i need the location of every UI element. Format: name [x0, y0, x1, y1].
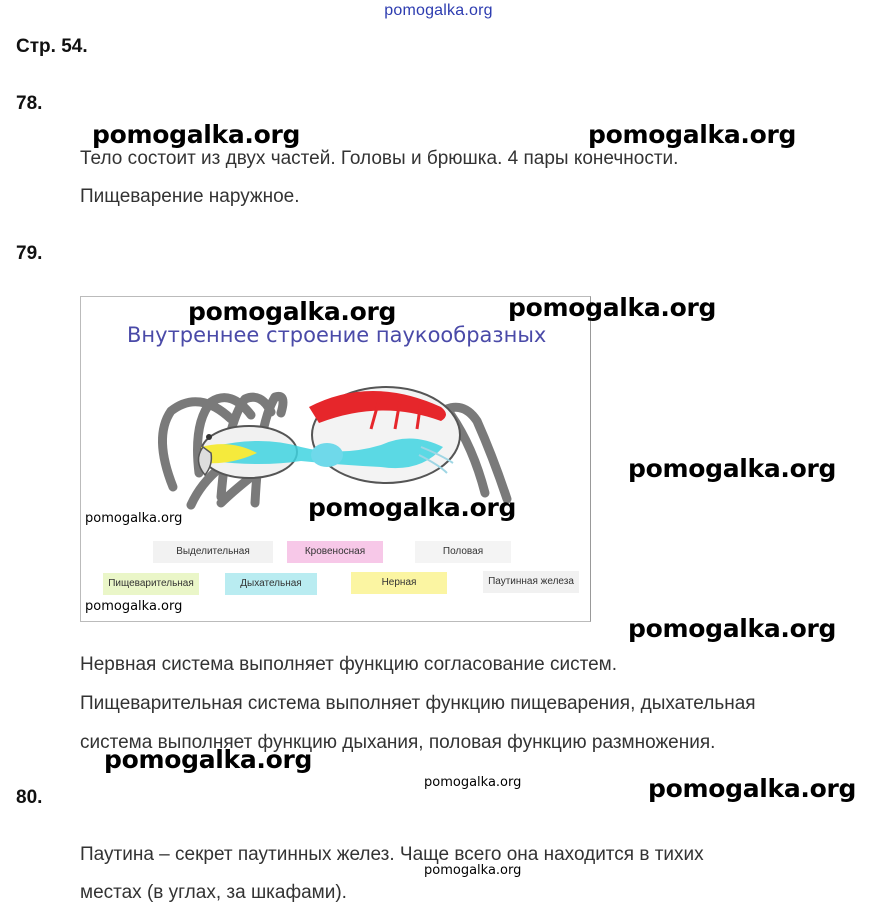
legend-circulatory: Кровеносная [287, 541, 383, 563]
task-number-80: 80. [16, 787, 43, 808]
task-80-line-2: местах (в углах, за шкафами). [80, 882, 347, 903]
page-label: Стр. 54. [16, 36, 88, 57]
task-80-line-1: Паутина – секрет паутинных желез. Чаще всего она находится в тихих [80, 844, 704, 865]
legend-nervous: Нерная [351, 572, 447, 594]
task-79-line-3: система выполняет функцию дыхания, половая функцию размножения. [80, 732, 716, 753]
task-number-79: 79. [16, 243, 43, 264]
task-79-line-2: Пищеварительная система выполняет функцию пищеварения, дыхательная [80, 693, 756, 714]
watermark: pomogalka.org [648, 774, 857, 803]
watermark: pomogalka.org [92, 120, 301, 149]
task-78-line-2: Пищеварение наружное. [80, 186, 300, 207]
watermark: pomogalka.org [104, 745, 313, 774]
watermark: pomogalka.org [424, 863, 522, 878]
watermark: pomogalka.org [588, 120, 797, 149]
legend-respiratory: Дыхательная [225, 573, 317, 595]
legend-excretory: Выделительная [153, 541, 273, 563]
task-number-78: 78. [16, 93, 43, 114]
watermark: pomogalka.org [85, 599, 183, 614]
task-79-line-1: Нервная система выполняет функцию согласование систем. [80, 654, 618, 675]
legend-digestive: Пищеварительная [103, 573, 199, 595]
site-header-link[interactable]: pomogalka.org [384, 2, 493, 19]
watermark: pomogalka.org [308, 493, 517, 522]
watermark: pomogalka.org [424, 775, 522, 790]
watermark: pomogalka.org [628, 454, 837, 483]
watermark: pomogalka.org [85, 511, 183, 526]
task-78-line-1: Тело состоит из двух частей. Головы и брюшка. 4 пары конечности. [80, 148, 679, 169]
watermark: pomogalka.org [628, 614, 837, 643]
legend-silk-gland: Паутинная железа [483, 571, 579, 593]
watermark: pomogalka.org [508, 293, 717, 322]
legend-reproductive: Половая [415, 541, 511, 563]
figure-title: Внутреннее строение паукообразных [127, 323, 547, 347]
watermark: pomogalka.org [188, 297, 397, 326]
arachnid-anatomy-figure [80, 296, 591, 622]
